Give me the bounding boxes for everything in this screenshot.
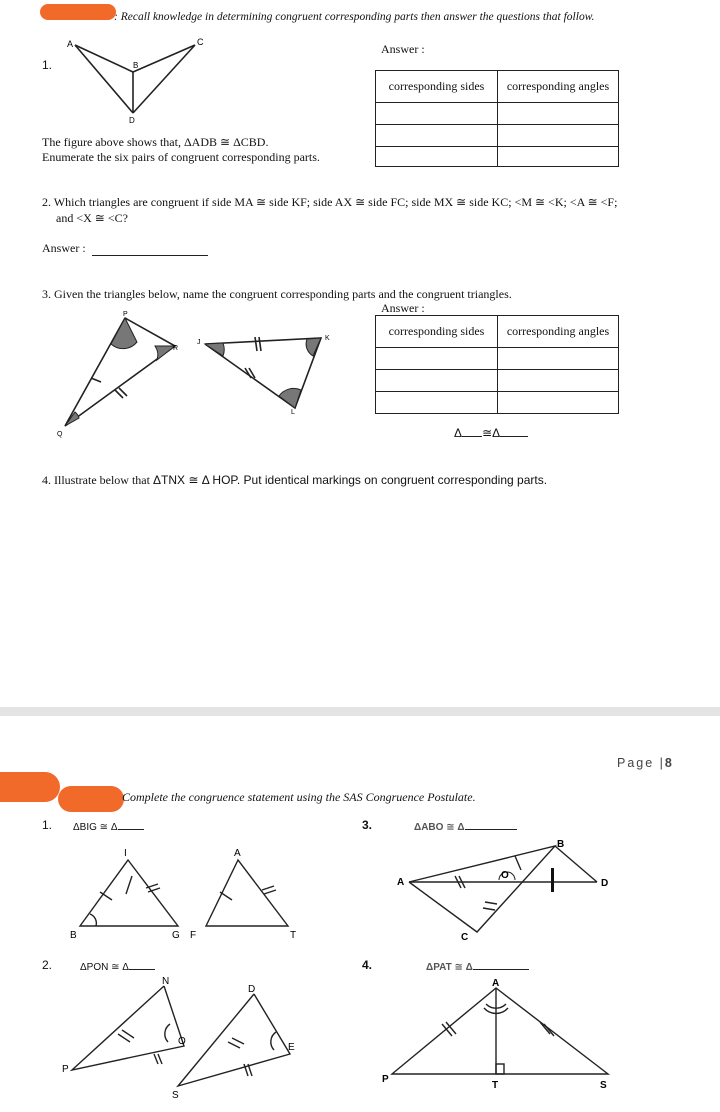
q3-tick (259, 337, 261, 351)
q1-side-ab (75, 45, 133, 72)
q1-side-bc (133, 45, 195, 72)
q1-label-a: A (67, 39, 74, 49)
item1-label-a: A (234, 848, 241, 859)
q3-blank-2[interactable] (500, 426, 528, 437)
item2-tick (228, 1042, 240, 1048)
item1-label-b: B (70, 930, 77, 941)
q1-side-ad (75, 45, 133, 113)
item3-segment-bd (555, 846, 597, 882)
item1-blank[interactable] (118, 820, 144, 830)
item2-label-d: D (248, 984, 256, 995)
item4-figure (378, 974, 628, 1100)
item4-triangle-pas (392, 988, 608, 1074)
item3-tick (483, 908, 495, 910)
q3-cell[interactable] (376, 348, 498, 370)
q4-prefix: 4. Illustrate below that (42, 473, 153, 487)
item2-text: ΔPON ≅ Δ (80, 962, 129, 973)
item1-angle-mark (90, 914, 96, 926)
item4-tick (544, 1024, 554, 1036)
item2-triangle-pon (72, 986, 184, 1070)
item2-label-s: S (172, 1090, 179, 1101)
item1-tick (262, 886, 274, 890)
q4-question (42, 473, 547, 488)
redacted-mark (58, 786, 124, 812)
q3-label-p: P (123, 311, 128, 318)
q3-header-sides: corresponding sides (376, 316, 498, 348)
item1-text: ΔBIG ≅ Δ (73, 822, 118, 833)
header-instruction: : Recall knowledge in determining congruent corresponding parts then answer the questions that follow. (114, 11, 595, 23)
q3-label-q: Q (57, 431, 63, 438)
item3-label-o: O (501, 870, 509, 881)
item3-label-a: A (397, 877, 405, 888)
q1-cell[interactable] (376, 103, 498, 125)
q1-answer-label: Answer : (381, 42, 425, 56)
q3-answer-table (375, 315, 619, 414)
item3-label-d: D (601, 878, 609, 889)
item1-tick (126, 876, 132, 894)
item4-label-s: S (600, 1080, 607, 1091)
item2-figure (58, 972, 318, 1102)
q1-label-d: D (129, 116, 135, 125)
item2-tick (158, 1054, 162, 1064)
item2-tick (232, 1038, 244, 1044)
q1-cell[interactable] (498, 103, 619, 125)
item4-statement (426, 960, 529, 973)
page-number (617, 756, 674, 770)
item3-crossed-triangles (409, 846, 555, 932)
item1-tick (220, 892, 232, 900)
q2-question-line2: and <X ≅ <C? (56, 211, 128, 225)
item4-number: 4. (362, 958, 373, 972)
part2-instruction: Complete the congruence statement using the SAS Congruence Postulate. (122, 790, 476, 804)
item1-statement (73, 820, 144, 833)
item2-label-n: N (162, 976, 170, 987)
q1-cell[interactable] (376, 147, 498, 167)
q1-prompt: Enumerate the six pairs of congruent corresponding parts. (42, 150, 320, 164)
item3-label-c: C (461, 932, 469, 943)
item1-number: 1. (42, 818, 53, 832)
item2-label-e: E (288, 1042, 295, 1053)
q1-cell[interactable] (376, 125, 498, 147)
q1-label-b: B (133, 61, 139, 70)
item4-label-p: P (382, 1074, 389, 1085)
item2-angle-mark (165, 1024, 170, 1042)
item2-angle-mark (271, 1032, 276, 1050)
page-num: 8 (664, 756, 674, 770)
q3-answer-label: Answer : (381, 301, 425, 315)
q3-cell[interactable] (376, 370, 498, 392)
q3-title: 3. Given the triangles below, name the congruent corresponding parts and the congruent triangles. (42, 287, 512, 301)
q3-angle-mark (155, 346, 175, 360)
item4-label-t: T (492, 1080, 499, 1091)
q3-cell[interactable] (498, 370, 619, 392)
item4-right-angle (496, 1064, 504, 1074)
item2-triangle-def (178, 994, 290, 1086)
q3-cong-symbol: ≅Δ (482, 426, 501, 440)
item3-figure (395, 832, 635, 944)
item1-figure (66, 846, 306, 946)
q3-cell[interactable] (498, 392, 619, 414)
item2-tick (118, 1034, 130, 1042)
item3-label-b: B (557, 839, 565, 850)
q1-statement: The figure above shows that, ΔADB ≅ ΔCBD. (42, 135, 269, 149)
item1-label-i: I (124, 848, 127, 859)
q1-side-cd (133, 45, 195, 113)
q3-header-angles: corresponding angles (498, 316, 619, 348)
q1-header-angles: corresponding angles (498, 71, 619, 103)
redacted-mark (0, 772, 60, 802)
item2-blank[interactable] (129, 960, 155, 970)
item1-triangle-big (80, 860, 178, 926)
q1-answer-table (375, 70, 619, 167)
q2-answer-blank[interactable] (92, 243, 208, 256)
q3-label-j: J (197, 339, 201, 346)
q1-cell[interactable] (498, 125, 619, 147)
q2-answer-label: Answer : (42, 241, 86, 255)
item1-triangle-fat (206, 860, 288, 926)
item1-tick (264, 890, 276, 894)
item2-tick (154, 1054, 158, 1064)
q3-label-k: K (325, 335, 330, 342)
page-label: Page | (617, 756, 665, 770)
q3-label-l: L (291, 409, 295, 416)
item4-blank[interactable] (473, 960, 529, 970)
q3-label-r: R (173, 345, 179, 352)
q3-blank-1[interactable] (462, 426, 482, 437)
q3-angle-mark (205, 343, 224, 356)
item2-label-p: P (62, 1064, 69, 1075)
q3-tick (91, 378, 101, 382)
item3-bold-tick (551, 868, 554, 892)
item3-tick (485, 902, 497, 904)
item1-label-g: G (172, 930, 180, 941)
item3-text: ΔABO ≅ Δ (414, 822, 465, 833)
q3-cell[interactable] (376, 392, 498, 414)
item2-number: 2. (42, 958, 53, 972)
item4-label-a: A (492, 978, 500, 989)
item2-tick (122, 1030, 134, 1038)
q3-congruence-statement (454, 426, 528, 440)
q3-angle-mark (306, 338, 321, 356)
page-divider (0, 707, 720, 716)
q3-triangle-symbol: Δ (454, 426, 463, 440)
q1-header-sides: corresponding sides (376, 71, 498, 103)
q1-number: 1. (42, 58, 53, 72)
q4-statement: ΔTNX ≅ Δ HOP. Put identical markings on congruent corresponding parts. (152, 473, 548, 487)
item3-number: 3. (362, 818, 373, 832)
q2-question-line1: 2. Which triangles are congruent if side MA ≅ side KF; side AX ≅ side FC; side MX ≅ side KC; <M ≅ <K; <A ≅ <F; (42, 195, 618, 209)
item1-label-t: T (290, 930, 297, 941)
q3-figure (45, 308, 345, 440)
item1-label-f: F (190, 930, 197, 941)
item2-label-o: O (178, 1036, 186, 1047)
q1-label-c: C (197, 37, 204, 47)
item3-tick (515, 856, 521, 870)
q1-figure (55, 35, 225, 125)
item3-blank[interactable] (465, 820, 517, 830)
redacted-mark (40, 4, 116, 20)
item4-text: ΔPAT ≅ Δ (426, 962, 473, 973)
q3-tick (255, 337, 257, 351)
q1-cell[interactable] (498, 147, 619, 167)
q3-cell[interactable] (498, 348, 619, 370)
